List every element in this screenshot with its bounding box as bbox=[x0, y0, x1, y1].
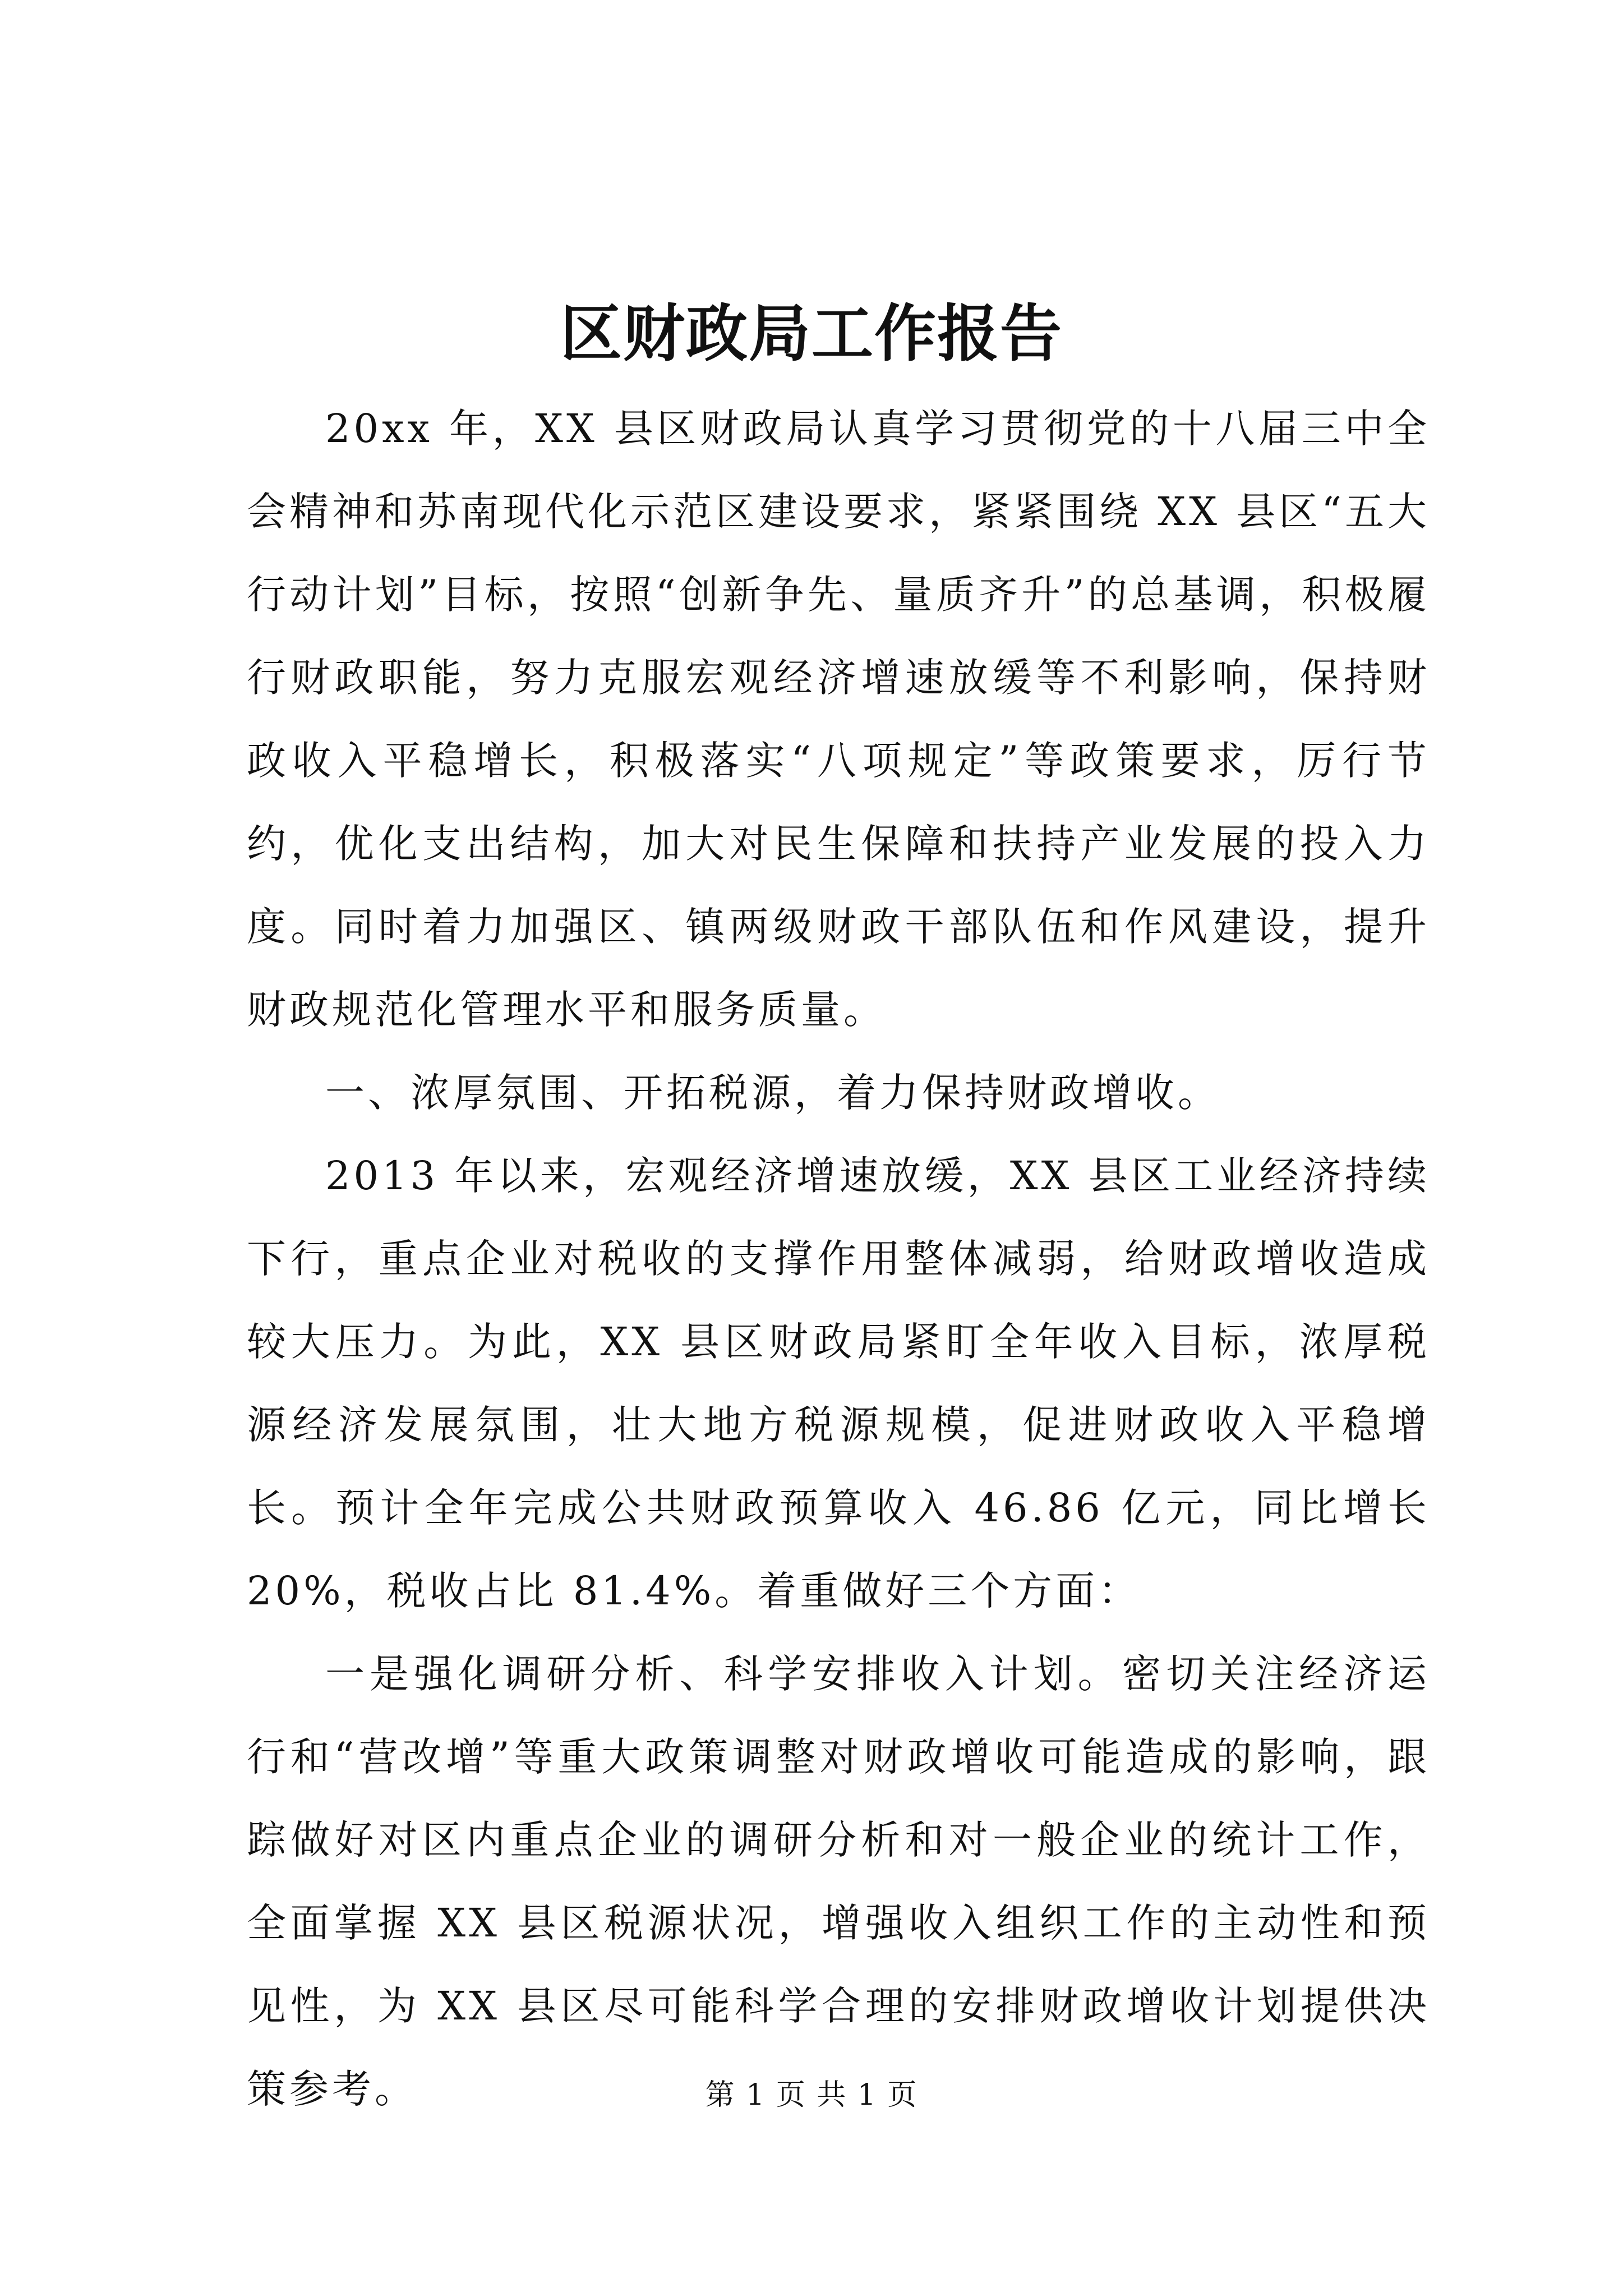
paragraph-revenue: 2013 年以来，宏观经济增速放缓，XX 县区工业经济持续下行，重点企业对税收的支撑作用整体减弱，给财政增收造成较大压力。为此，XX 县区财政局紧盯全年收入目标，浓厚税源经济发展氛围，壮大地方税源规模，促进财政收入平稳增长。预计全年完成公共财政预算收入 46.86 亿元，同比增长 20%，税收占比 81.4%。着重做好三个方面： bbox=[247, 1153, 1430, 1614]
document-title: 区财政局工作报告 bbox=[560, 297, 1063, 370]
paragraph-section-heading: 一、浓厚氛围、开拓税源，着力保持财政增收。 bbox=[325, 1070, 1220, 1116]
paragraph-intro: 20xx 年，XX 县区财政局认真学习贯彻党的十八届三中全会精神和苏南现代化示范区建设要求，紧紧围绕 XX 县区“五大行动计划”目标，按照“创新争先、量质齐升”的总基调，积极履行财政职能，努力克服宏观经济增速放缓等不利影响，保持财政收入平稳增长，积极落实“八项规定”等政策要求，厉行节约，优化支出结构，加大对民生保障和扶持产业发展的投入力度。同时着力加强区、镇两级财政干部队伍和作风建设，提升财政规范化管理水平和服务质量。 bbox=[247, 406, 1430, 1033]
document-body bbox=[247, 387, 1430, 2131]
paragraph-point-one: 一是强化调研分析、科学安排收入计划。密切关注经济运行和“营改增”等重大政策调整对财政增收可能造成的影响，跟踪做好对区内重点企业的调研分析和对一般企业的统计工作，全面掌握 XX 县区税源状况，增强收入组织工作的主动性和预见性，为 XX 县区尽可能科学合理的安排财政增收计划提供决策参考。 bbox=[247, 1651, 1430, 2112]
page-footer: 第 1 页 共 1 页 bbox=[705, 2078, 918, 2112]
